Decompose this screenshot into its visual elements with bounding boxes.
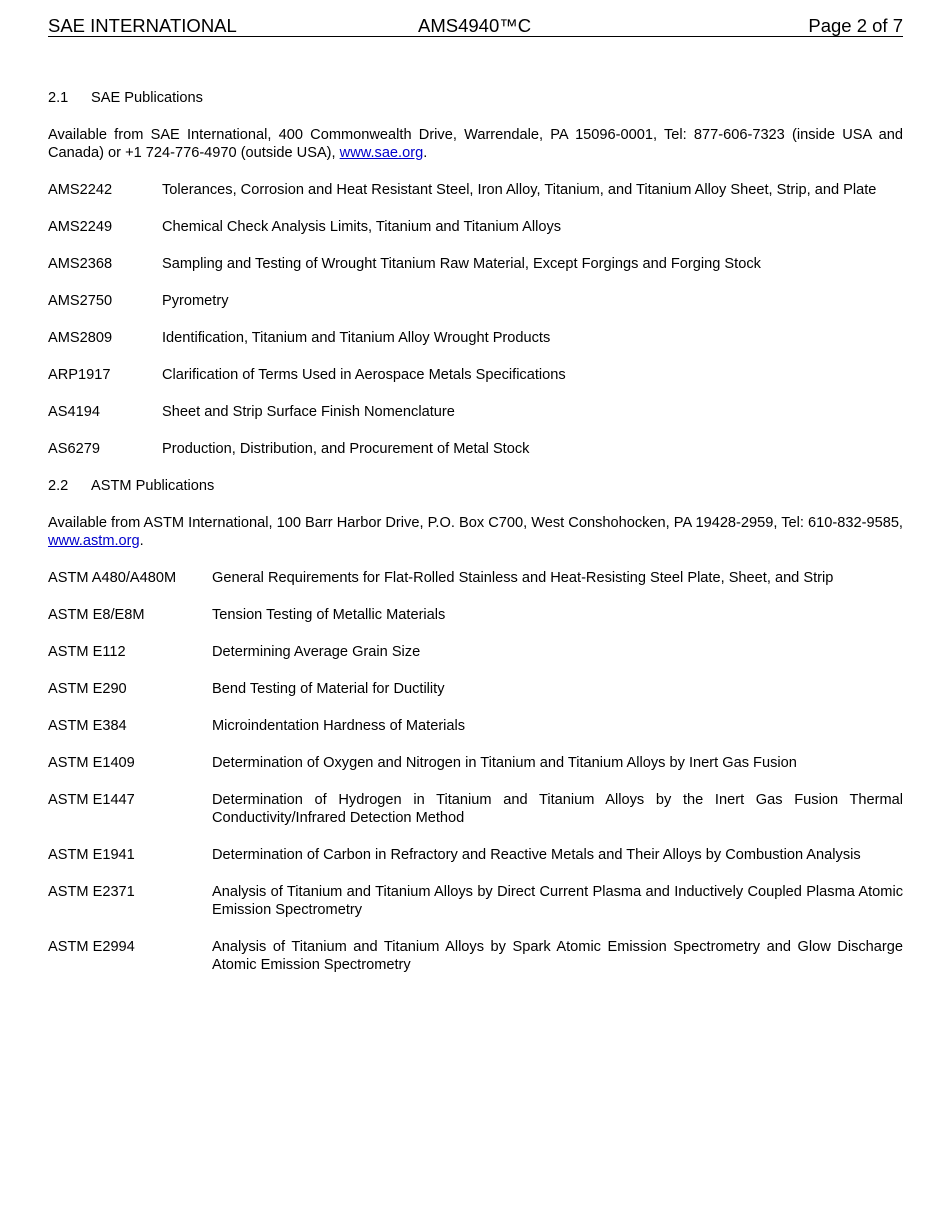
header-org: SAE INTERNATIONAL <box>48 15 237 36</box>
sae-website-link[interactable]: www.sae.org <box>339 145 424 161</box>
section-number: 2.1 <box>48 90 69 106</box>
header-page-number: Page 2 of 7 <box>808 15 903 36</box>
section-number: 2.2 <box>48 478 69 494</box>
reference-title: General Requirements for Flat-Rolled Stainless and Heat-Resisting Steel Plate, Sheet, and Strip <box>212 570 834 586</box>
reference-code: ASTM E290 <box>48 681 127 697</box>
reference-code: ASTM E2994 <box>48 939 135 955</box>
reference-code: ASTM E384 <box>48 718 127 734</box>
sae-reference-row <box>48 440 903 458</box>
reference-code: AS6279 <box>48 441 100 457</box>
reference-code: AMS2809 <box>48 330 113 346</box>
astm-availability-paragraph: Available from ASTM International, 100 Barr Harbor Drive, P.O. Box C700, West Conshohocken, PA 19428-2959, Tel: 610-832-9585, www.astm.org. <box>48 515 903 549</box>
sae-reference-list <box>48 181 903 458</box>
reference-code: AMS2249 <box>48 219 113 235</box>
reference-title: Bend Testing of Material for Ductility <box>212 681 445 697</box>
reference-title: Sampling and Testing of Wrought Titanium Raw Material, Except Forgings and Forging Stock <box>162 256 761 272</box>
section-2-1-heading <box>48 89 903 107</box>
astm-reference-list <box>48 569 903 974</box>
astm-reference-row <box>48 846 903 864</box>
reference-title: Determination of Carbon in Refractory and Reactive Metals and Their Alloys by Combustion Analysis <box>212 847 861 863</box>
sae-availability-text: Available from SAE International, 400 Commonwealth Drive, Warrendale, PA 15096-0001, Tel: 877-606-7323 (inside USA and Canada) or +1 724-776-4970 (outside USA), <box>48 127 903 161</box>
reference-code: ASTM E1409 <box>48 755 135 771</box>
astm-reference-row <box>48 883 903 919</box>
astm-reference-row <box>48 754 903 772</box>
reference-code: ASTM E8/E8M <box>48 607 145 623</box>
reference-code: AMS2750 <box>48 293 113 309</box>
sae-availability-paragraph: Available from SAE International, 400 Commonwealth Drive, Warrendale, PA 15096-0001, Tel: 877-606-7323 (inside USA and Canada) or +1 724-776-4970 (outside USA), www.sae.org. <box>48 127 903 161</box>
page-header <box>48 16 903 37</box>
header-doc-id: AMS4940™C <box>418 15 532 36</box>
reference-code: ASTM E1447 <box>48 792 135 808</box>
section-title: ASTM Publications <box>91 478 215 494</box>
astm-reference-row <box>48 717 903 735</box>
sae-reference-row <box>48 329 903 347</box>
reference-title: Microindentation Hardness of Materials <box>212 718 466 734</box>
reference-title: Determination of Oxygen and Nitrogen in Titanium and Titanium Alloys by Inert Gas Fusion <box>212 755 797 771</box>
reference-title: Identification, Titanium and Titanium Alloy Wrought Products <box>162 330 551 346</box>
document-body <box>48 89 903 993</box>
reference-title: Determining Average Grain Size <box>212 644 421 660</box>
reference-code: AMS2242 <box>48 182 113 198</box>
astm-reference-row <box>48 606 903 624</box>
sae-reference-row <box>48 255 903 273</box>
sae-reference-row <box>48 366 903 384</box>
astm-website-link[interactable]: www.astm.org <box>48 533 140 549</box>
sae-reference-row <box>48 218 903 236</box>
reference-code: AMS2368 <box>48 256 113 272</box>
reference-code: ARP1917 <box>48 367 111 383</box>
reference-title: Tolerances, Corrosion and Heat Resistant Steel, Iron Alloy, Titanium, and Titanium Alloy Sheet, Strip, and Plate <box>162 182 877 198</box>
reference-title: Analysis of Titanium and Titanium Alloys by Spark Atomic Emission Spectrometry and Glow Discharge Atomic Emission Spectrometry <box>212 939 903 973</box>
reference-code: ASTM A480/A480M <box>48 570 177 586</box>
reference-code: AS4194 <box>48 404 100 420</box>
astm-availability-text: Available from ASTM International, 100 Barr Harbor Drive, P.O. Box C700, West Conshohocken, PA 19428-2959, Tel: 610-832-9585, <box>48 515 903 531</box>
reference-title: Analysis of Titanium and Titanium Alloys by Direct Current Plasma and Inductively Coupled Plasma Atomic Emission Spectrometry <box>212 884 903 918</box>
astm-reference-row <box>48 791 903 827</box>
reference-title: Determination of Hydrogen in Titanium and Titanium Alloys by the Inert Gas Fusion Thermal Conductivity/Infrared Detection Method <box>212 792 903 826</box>
reference-title: Tension Testing of Metallic Materials <box>212 607 446 623</box>
sae-reference-row <box>48 403 903 421</box>
reference-code: ASTM E1941 <box>48 847 135 863</box>
astm-reference-row <box>48 938 903 974</box>
astm-reference-row <box>48 643 903 661</box>
sae-reference-row <box>48 181 903 199</box>
reference-title: Production, Distribution, and Procurement of Metal Stock <box>162 441 530 457</box>
reference-code: ASTM E112 <box>48 644 126 660</box>
reference-title: Clarification of Terms Used in Aerospace Metals Specifications <box>162 367 566 383</box>
astm-reference-row <box>48 569 903 587</box>
reference-code: ASTM E2371 <box>48 884 135 900</box>
reference-title: Chemical Check Analysis Limits, Titanium and Titanium Alloys <box>162 219 562 235</box>
reference-title: Pyrometry <box>162 293 229 309</box>
section-2-2-heading <box>48 477 903 495</box>
reference-title: Sheet and Strip Surface Finish Nomenclature <box>162 404 455 420</box>
section-title: SAE Publications <box>91 90 203 106</box>
sae-reference-row <box>48 292 903 310</box>
astm-reference-row <box>48 680 903 698</box>
